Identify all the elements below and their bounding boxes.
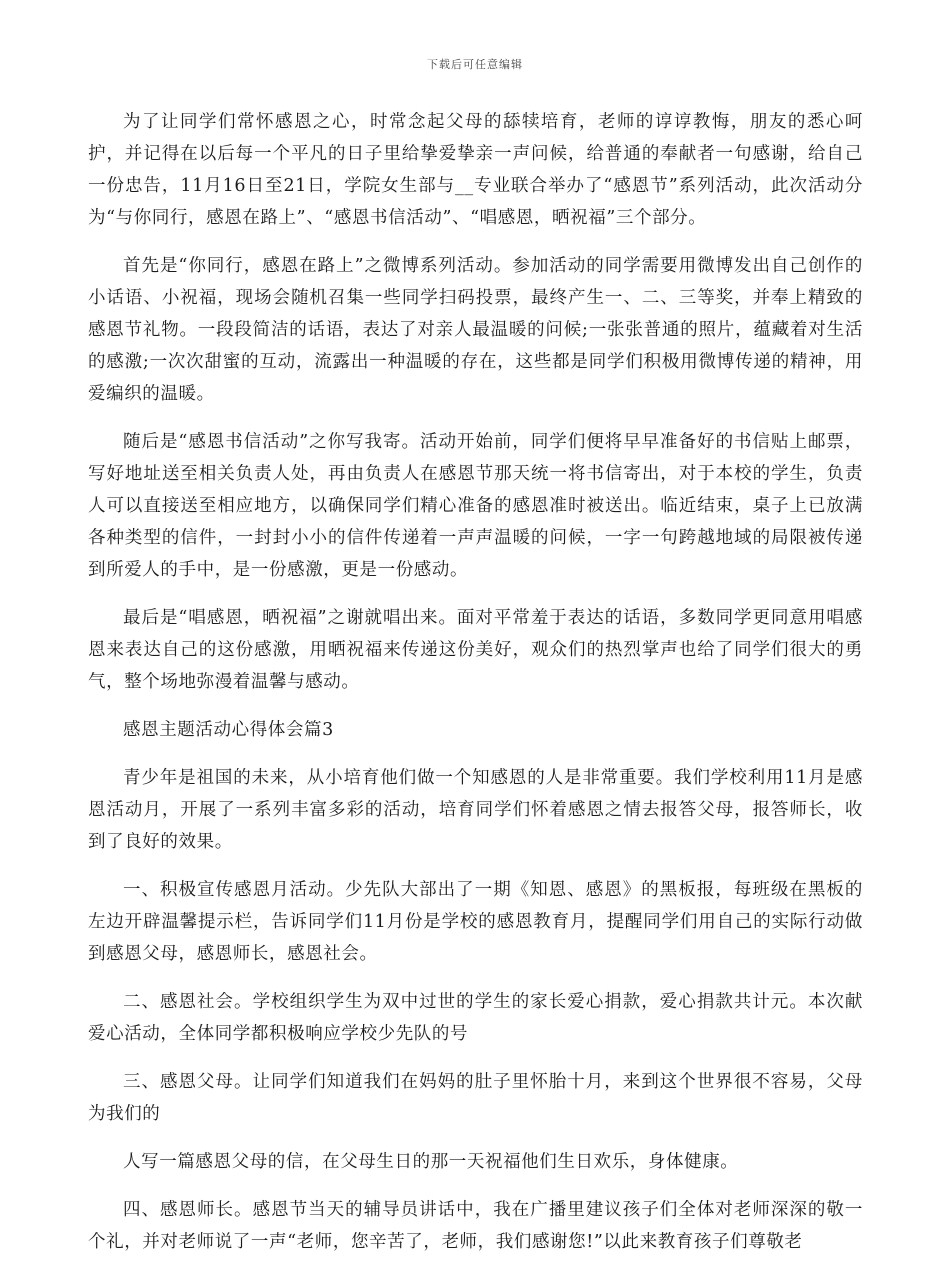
- paragraph-letter-parents: 人写一篇感恩父母的信，在父母生日的那一天祝福他们生日欢乐，身体健康。: [123, 1152, 739, 1172]
- paragraph-weibo-activity: 首先是“你同行，感恩在路上”之微博系列活动。参加活动的同学需要用微博发出自己创作的小话语、小祝福，现场会随机召集一些同学扫码投票，最终产生一、二、三等奖，并奉上精致的感恩节礼物。一段段简洁的话语，表达了对亲人最温暖的问候;一张张普通的照片，蕴藏着对生活的感激;一次次甜蜜的互动，流露出一种温暖的存在，这些都是同学们积极用微博传递的精神，用爱编织的温暖。: [88, 256, 863, 404]
- section-heading: 感恩主题活动心得体会篇3: [123, 720, 334, 740]
- paragraph-parents: 三、感恩父母。让同学们知道我们在妈妈的肚子里怀胎十月，来到这个世界很不容易，父母为我们的: [88, 1072, 863, 1124]
- page-header: 下载后可任意编辑: [427, 58, 523, 71]
- paragraph-society: 二、感恩社会。学校组织学生为双中过世的学生的家长爱心捐款，爱心捐款共计元。本次献爱心活动，全体同学都积极响应学校少先队的号: [88, 992, 863, 1044]
- paragraph-teachers: 四、感恩师长。感恩节当天的辅导员讲话中，我在广播里建议孩子们全体对老师深深的敬一个礼，并对老师说了一声“老师，您辛苦了，老师，我们感谢您!”以此来教育孩子们尊敬老: [88, 1200, 863, 1252]
- paragraph-youth: 青少年是祖国的未来，从小培育他们做一个知感恩的人是非常重要。我们学校利用11月是感恩活动月，开展了一系列丰富多彩的活动，培育同学们怀着感恩之情去报答父母，报答师长，收到了良好的效果。: [88, 768, 863, 852]
- paragraph-singing-activity: 最后是“唱感恩，晒祝福”之谢就唱出来。面对平常羞于表达的话语，多数同学更同意用唱感恩来表达自己的这份感激，用晒祝福来传递这份美好，观众们的热烈掌声也给了同学们很大的勇气，整个场地弥漫着温馨与感动。: [88, 608, 863, 692]
- document-body: [88, 106, 863, 1274]
- paragraph-promotion: 一、积极宣传感恩月活动。少先队大部出了一期《知恩、感恩》的黑板报，每班级在黑板的左边开辟温馨提示栏，告诉同学们11月份是学校的感恩教育月，提醒同学们用自己的实际行动做到感恩父母，感恩师长，感恩社会。: [88, 880, 863, 964]
- paragraph-intro: 为了让同学们常怀感恩之心，时常念起父母的舔犊培育，老师的谆谆教悔，朋友的悉心呵护，并记得在以后每一个平凡的日子里给挚爱挚亲一声问候，给普通的奉献者一句感谢，给自己一份忠告，11月16日至21日，学院女生部与__专业联合举办了“感恩节”系列活动，此次活动分为“与你同行，感恩在路上”、“感恩书信活动”、“唱感恩，晒祝福”三个部分。: [88, 112, 863, 228]
- paragraph-letter-activity: 随后是“感恩书信活动”之你写我寄。活动开始前，同学们便将早早准备好的书信贴上邮票，写好地址送至相关负责人处，再由负责人在感恩节那天统一将书信寄出，对于本校的学生，负责人可以直接送至相应地方，以确保同学们精心准备的感恩准时被送出。临近结束，桌子上已放满各种类型的信件，一封封小小的信件传递着一声声温暖的问候，一字一句跨越地域的局限被传递到所爱人的手中，是一份感激，更是一份感动。: [88, 432, 863, 580]
